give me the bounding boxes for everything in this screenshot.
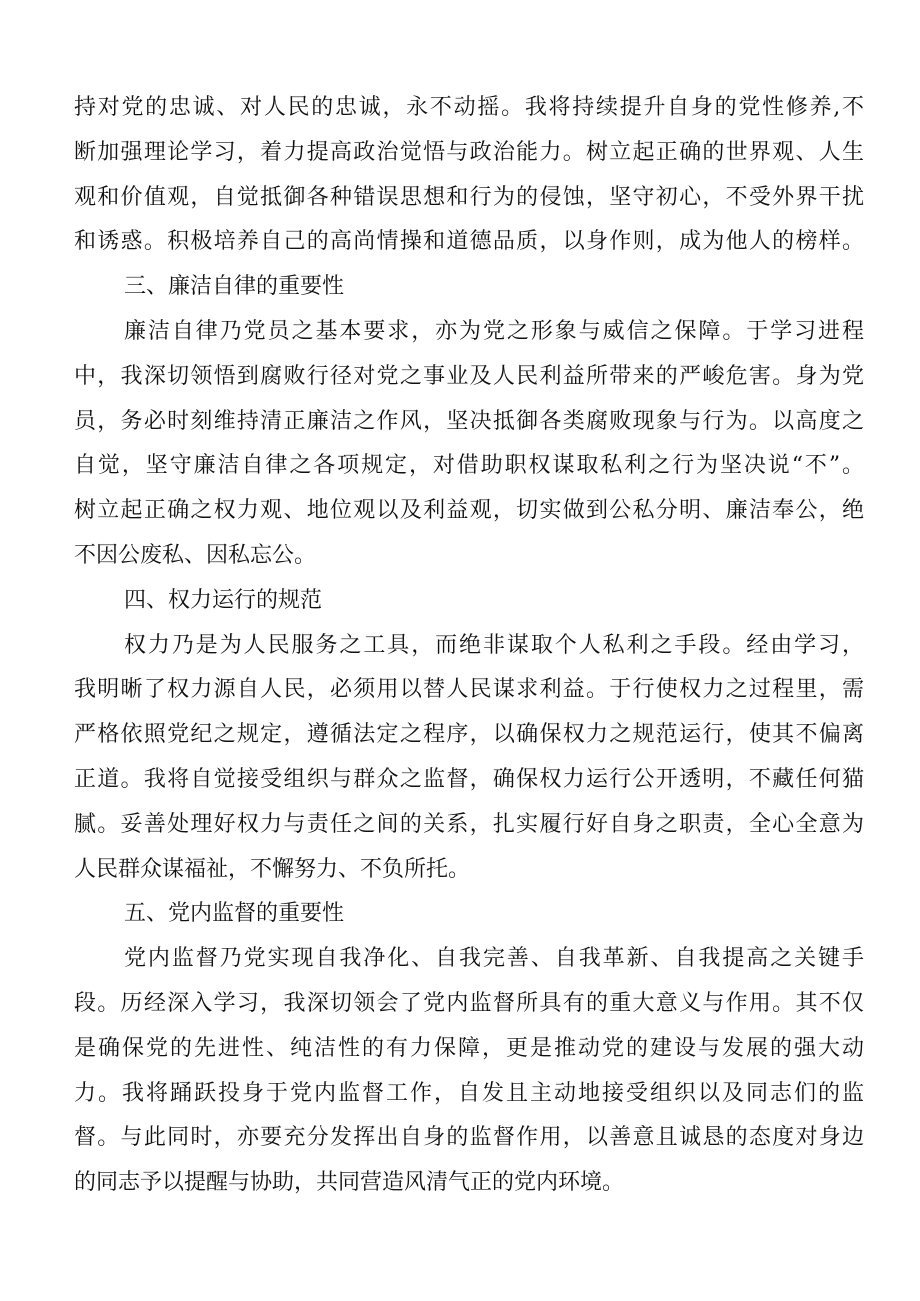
paragraph-line: 自觉，坚守廉洁自律之各项规定，对借助职权谋取私利之行为坚决说“不”。: [74, 453, 864, 479]
paragraph-line: 的同志予以提醒与协助，共同营造风清气正的党内环境。: [74, 1170, 625, 1196]
paragraph-line: 员，务必时刻维持清正廉洁之作风，坚决抵御各类腐败现象与行为。以高度之: [74, 408, 864, 434]
paragraph-line: 正道。我将自觉接受组织与群众之监督，确保权力运行公开透明，不藏任何猫: [74, 766, 864, 792]
paragraph-line: 观和价值观，自觉抵御各种错误思想和行为的侵蚀，坚守初心，不受外界干扰: [74, 184, 864, 210]
paragraph-line: 督。与此同时，亦要充分发挥出自身的监督作用，以善意且诚恳的态度对身边: [74, 1125, 864, 1151]
section-heading: 三、廉洁自律的重要性: [124, 274, 345, 300]
paragraph-line: 人民群众谋福祉，不懈努力、不负所托。: [74, 856, 471, 882]
paragraph-line: 党内监督乃党实现自我净化、自我完善、自我革新、自我提高之关键手: [124, 946, 864, 972]
paragraph-line: 权力乃是为人民服务之工具，而绝非谋取个人私利之手段。经由学习，: [124, 632, 864, 658]
paragraph-line: 持对党的忠诚、对人民的忠诚，永不动摇。我将持续提升自身的党性修养,不: [74, 95, 864, 120]
paragraph-line: 不因公废私、因私忘公。: [74, 542, 317, 568]
section-heading: 四、权力运行的规范: [124, 587, 323, 613]
paragraph-line: 中，我深切领悟到腐败行径对党之事业及人民利益所带来的严峻危害。身为党: [74, 363, 864, 389]
paragraph-line: 和诱惑。积极培养自己的高尚情操和道德品质，以身作则，成为他人的榜样。: [74, 229, 864, 255]
paragraph-line: 断加强理论学习，着力提高政治觉悟与政治能力。树立起正确的世界观、人生: [74, 139, 864, 165]
paragraph-line: 树立起正确之权力观、地位观以及利益观，切实做到公私分明、廉洁奉公，绝: [74, 498, 864, 524]
paragraph-line: 严格依照党纪之规定，遵循法定之程序，以确保权力之规范运行，使其不偏离: [74, 722, 864, 748]
section-heading: 五、党内监督的重要性: [124, 901, 345, 927]
paragraph-line: 是确保党的先进性、纯洁性的有力保障，更是推动党的建设与发展的强大动: [74, 1035, 864, 1061]
paragraph-line: 段。历经深入学习，我深切领会了党内监督所具有的重大意义与作用。其不仅: [74, 990, 864, 1016]
paragraph-line: 腻。妥善处理好权力与责任之间的关系，扎实履行好自身之职责，全心全意为: [74, 811, 864, 837]
paragraph-line: 力。我将踊跃投身于党内监督工作，自发且主动地接受组织以及同志们的监: [74, 1080, 864, 1106]
document-page: [74, 86, 864, 1206]
paragraph-line: 我明晰了权力源自人民，必须用以替人民谋求利益。于行使权力之过程里，需: [74, 677, 864, 703]
paragraph-line: 廉洁自律乃党员之基本要求，亦为党之形象与威信之保障。于学习进程: [124, 318, 864, 344]
